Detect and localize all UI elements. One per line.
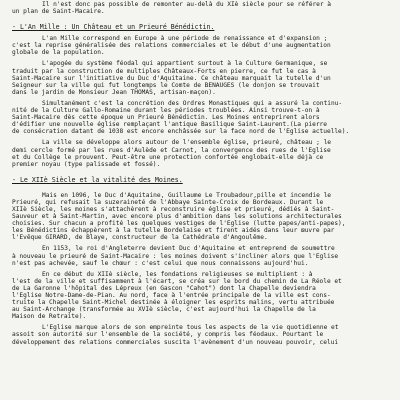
text-line: traduit par la construction de multiples Châteaux-Forts en pierre, ce fut le cas à	[12, 67, 316, 75]
text-line: Simultanément c'est la concrétion des Ordres Monastiques qui a assuré la continu-	[42, 99, 343, 107]
text-line: Saint-Macaire dès cette époque un Prieuré Bénédictin. Les Moines entreprirent alors	[12, 114, 320, 122]
text-line: un plan de Saint-Macaire.	[12, 8, 105, 16]
section-heading-an-mille: - L'An Mille : Un Château et un Prieuré Bénédictin.	[12, 23, 215, 32]
text-line: dans le jardin de Monsieur Jean THOMAS, artisan-maçon).	[12, 88, 216, 96]
section-heading-xiie-siecle: - Le XIIè Siècle et la vitalité des Moines.	[12, 175, 183, 184]
text-line: au Saint-Archange (transformée au XVIè siècle, c'est aujourd'hui la Chapelle de la	[12, 306, 316, 314]
text-line: l'Evêque GIRARD, de Blaye, constructeur de la Cathédrale d'Angoulême.	[12, 234, 268, 242]
text-line: L'apogée du système féodal qui appartient surtout à la Culture Germanique, se	[42, 60, 328, 68]
text-line: développement des relations commerciales suscita l'avènement d'un nouveau pouvoir, celui	[12, 338, 339, 346]
paragraph	[12, 192, 392, 242]
paragraph	[12, 324, 392, 345]
text-line: l'est de la ville et suffisamment à l'écart, se créa sur le bord du chemin de La Réole et	[12, 277, 342, 285]
intro-paragraph	[12, 1, 392, 15]
text-line: demi cercle formé par les rues d'Aulède et Carnot, la convergence des rues de l'Eglise	[12, 146, 331, 154]
text-line: de La Garonne l'hôpital des Lépreux (en Gascon "Cahot") dont la Chapelle deviendra	[12, 284, 316, 292]
text-line: En ce début du XIIè siècle, les fondations religieuses se multiplient : à	[42, 270, 313, 278]
text-line: XIIè Siècle, les moines s'attachèrent à reconstruire église et prieuré, dédiés à Saint-	[12, 205, 335, 213]
text-line: choisies. Sur chacun a profité les quelques vestiges de l'Eglise (lutte papes/anti-papes),	[12, 220, 346, 228]
paragraph	[12, 100, 392, 135]
text-line: premier noyau (type palissade et fossé).	[12, 160, 161, 168]
text-line: La ville se développe alors autour de l'ensemble église, prieuré, château ; le	[42, 139, 332, 147]
text-line: à nouveau le prieuré de Saint-Macaire : les moines doivent s'incliner alors que l'Eglise	[12, 252, 339, 260]
text-line: les Bénédictins échappèrent à la tutelle Bordelaise et firent aidés dans leur œuvre par	[12, 227, 335, 235]
text-line: nité de la Culture Gallo-Romaine durant les périodes troublées. Ainsi trouve-t-on à	[12, 107, 320, 115]
text-line: L'Eglise marque alors de son empreinte tous les aspects de la vie quotidienne et	[42, 324, 339, 332]
text-line: Saint-Macaire sur l'initiative du Duc d'Aquitaine. Ce château marquait la tutelle d'un	[12, 74, 331, 82]
text-line: de consécration datant de 1038 est encore enchâssée sur la face nord de l'Eglise actuelle).	[12, 128, 350, 136]
text-line: assoit son autorité sur l'ensemble de la société, y compris les féodaux. Pourtant le	[12, 331, 324, 339]
text-line: Il n'est donc pas possible de remonter au-delà du XIè siècle pour se référer à	[42, 1, 332, 8]
text-line: L'an Mille correspond en Europe à une période de renaissance et d'expansion ;	[42, 35, 328, 43]
paragraph	[12, 139, 392, 167]
paragraph	[12, 245, 392, 266]
text-line: n'est pas achevée, sauf le chœur : c'est celui que nous connaissons aujourd'hui.	[12, 259, 309, 267]
text-line: truite la Chapelle Saint-Michel destinée à éloigner les esprits malins, vertu attribuée	[12, 299, 335, 307]
text-line: Mais en 1096, le Duc d'Aquitaine, Guillaume Le Troubadour,pille et incendie le	[42, 191, 332, 199]
paragraph	[12, 35, 392, 56]
text-line: c'est la reprise généralisée des relations commerciales et le début d'une augmentation	[12, 42, 331, 50]
text-line: Seigneur sur la ville qui fut longtemps le Comte de BENAUGES (le donjon se trouvait	[12, 81, 320, 89]
text-line: Sauveur et à Saint-Martin, avec encore plus d'ambition dans les solutions architecturales	[12, 213, 342, 221]
text-line: globale de la population.	[12, 49, 105, 57]
text-line: d'édifier une nouvelle église remplaçant l'antique Basilique Saint-Laurent.(La pierre	[12, 121, 327, 129]
paragraph	[12, 60, 392, 95]
text-line: En 1153, le roi d'Angleterre devient Duc d'Aquitaine et entreprend de soumettre	[42, 245, 335, 253]
text-line: Maison de Retraite).	[12, 313, 87, 321]
text-line: Prieuré, qui refusait la suzeraineté de l'Abbaye Sainte-Croix de Bordeaux. Durant le	[12, 198, 324, 206]
paragraph	[12, 271, 392, 321]
text-line: l'Eglise Notre-Dame-de-Pian. Au nord, face à l'entrée principale de la ville est cons-	[12, 292, 331, 299]
text-line: et du Collège le prouvent. Peut-être une protection confortée englobait-elle déjà ce	[12, 153, 324, 161]
